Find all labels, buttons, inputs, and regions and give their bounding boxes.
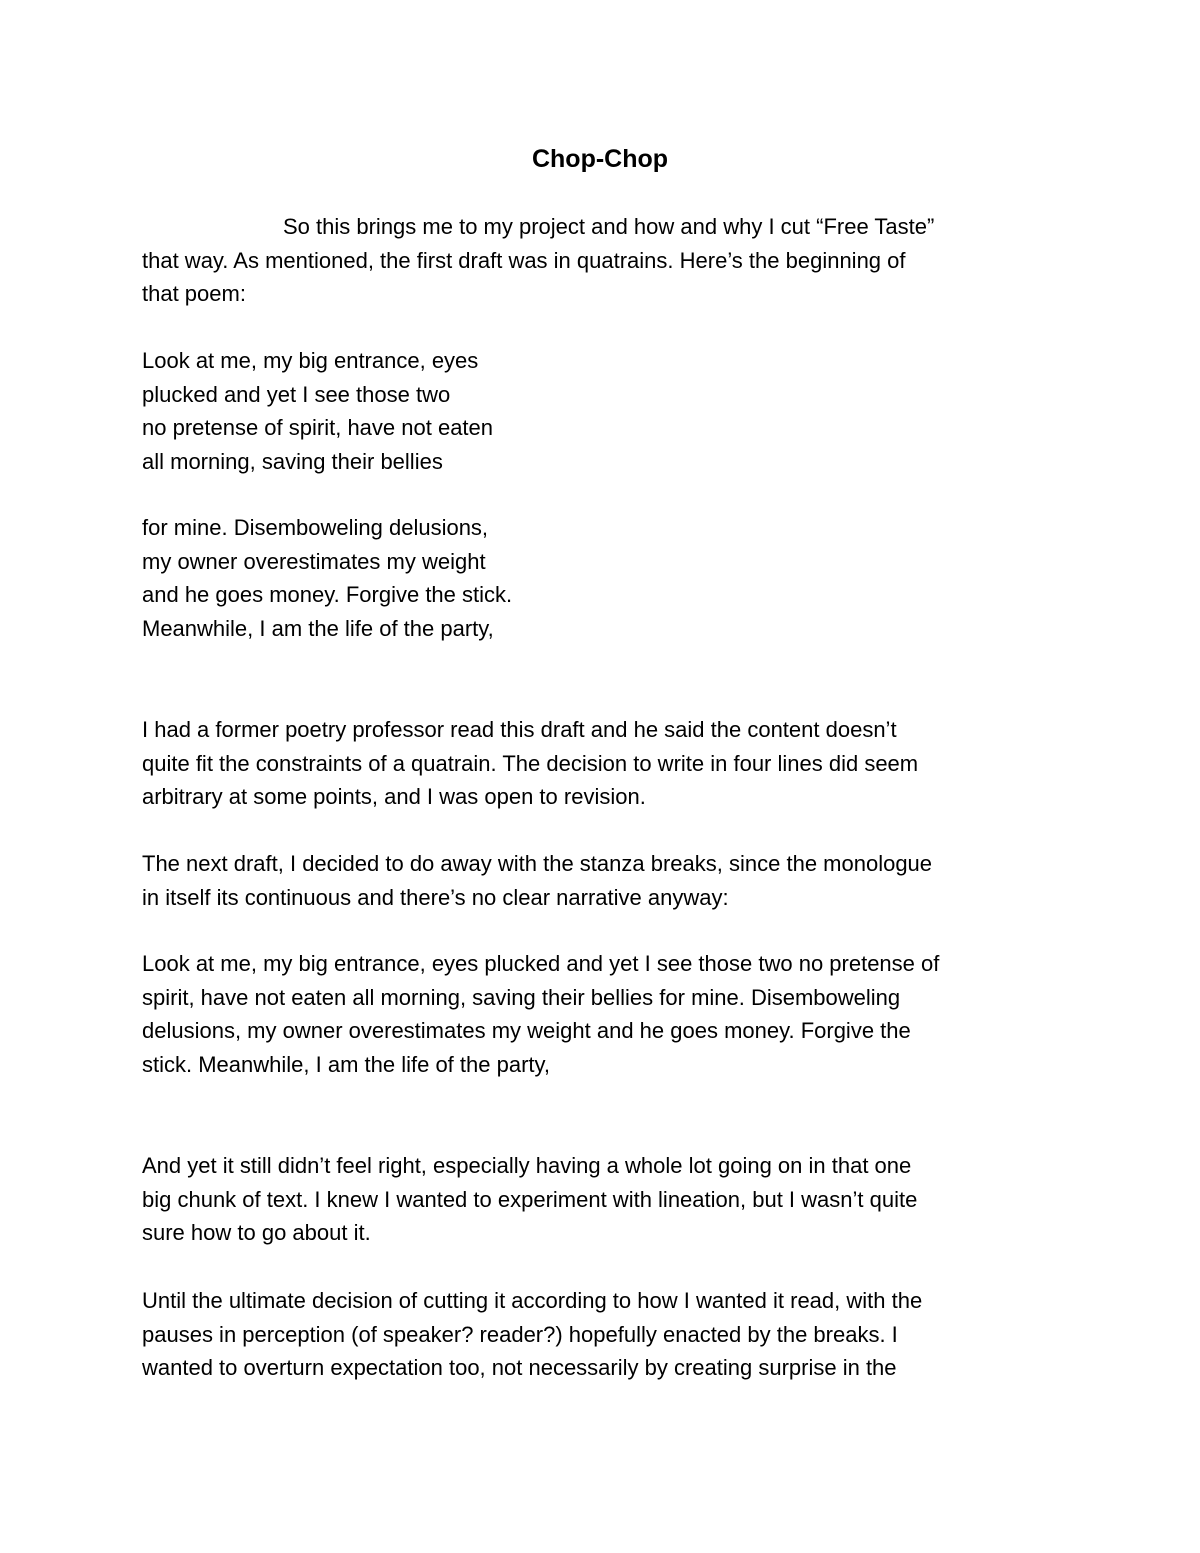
- poem-line: spirit, have not eaten all morning, saving their bellies for mine. Disemboweling: [142, 984, 901, 1010]
- poem-line: Meanwhile, I am the life of the party,: [142, 615, 494, 641]
- poem-line: plucked and yet I see those two: [142, 381, 451, 407]
- poem-line: delusions, my owner overestimates my weight and he goes money. Forgive the: [142, 1018, 911, 1044]
- text-line: sure how to go about it.: [142, 1220, 371, 1246]
- poem-stanza-2: [142, 511, 1072, 645]
- text-line: that way. As mentioned, the first draft was in quatrains. Here’s the beginning of: [142, 247, 906, 273]
- text-line: wanted to overturn expectation too, not necessarily by creating surprise in the: [142, 1355, 897, 1381]
- poem-line: all morning, saving their bellies: [142, 448, 443, 474]
- poem-stanza-1: [142, 344, 1072, 478]
- and-yet-paragraph: [142, 1149, 1072, 1250]
- document-title: Chop-Chop: [531, 145, 669, 173]
- poem-line: Look at me, my big entrance, eyes plucked and yet I see those two no pretense of: [142, 951, 940, 976]
- intro-paragraph: [142, 210, 1072, 311]
- text-line: Until the ultimate decision of cutting it according to how I wanted it read, with the: [142, 1288, 923, 1313]
- text-line: that poem:: [142, 281, 246, 307]
- poem-line: my owner overestimates my weight: [142, 548, 486, 574]
- text-line: quite fit the constraints of a quatrain. The decision to write in four lines did seem: [142, 750, 919, 776]
- text-line: And yet it still didn’t feel right, especially having a whole lot going on in that one: [142, 1153, 912, 1178]
- poem-line: stick. Meanwhile, I am the life of the party,: [142, 1051, 550, 1077]
- text-line: The next draft, I decided to do away with the stanza breaks, since the monologue: [142, 851, 933, 876]
- poem-line: no pretense of spirit, have not eaten: [142, 415, 494, 441]
- poem-line: and he goes money. Forgive the stick.: [142, 582, 513, 608]
- text-line: I had a former poetry professor read this draft and he said the content doesn’t: [142, 717, 897, 742]
- text-line: big chunk of text. I knew I wanted to experiment with lineation, but I wasn’t quite: [142, 1186, 918, 1212]
- text-line: So this brings me to my project and how and why I cut “Free Taste”: [283, 214, 935, 239]
- poem-line: Look at me, my big entrance, eyes: [142, 348, 479, 373]
- poem-prose-block: [142, 947, 1072, 1081]
- text-line: pauses in perception (of speaker? reader?) hopefully enacted by the breaks. I: [142, 1321, 898, 1347]
- professor-paragraph: [142, 713, 1072, 814]
- until-paragraph: [142, 1284, 1072, 1385]
- next-draft-paragraph: [142, 847, 1072, 914]
- poem-line: for mine. Disemboweling delusions,: [142, 515, 489, 540]
- text-line: arbitrary at some points, and I was open to revision.: [142, 784, 646, 810]
- text-line: in itself its continuous and there’s no clear narrative anyway:: [142, 884, 729, 910]
